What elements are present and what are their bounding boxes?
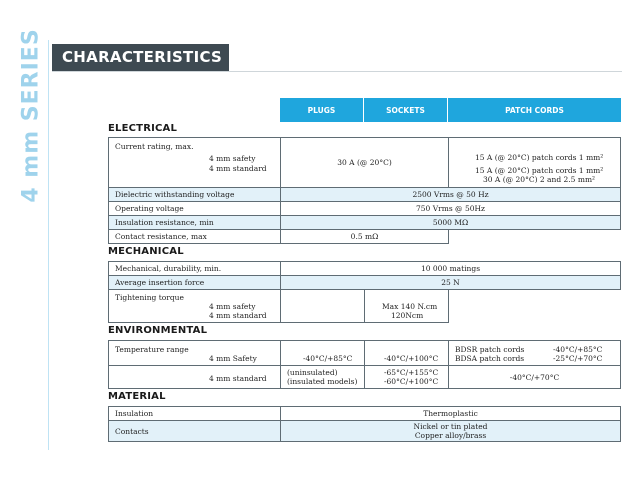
tightening-torque-label-cell: [108, 289, 281, 323]
column-header-sockets: SOCKETS: [364, 98, 448, 122]
insertion-force-label: Average insertion force: [108, 275, 281, 290]
section-mechanical: MECHANICAL: [108, 246, 184, 257]
section-electrical: ELECTRICAL: [108, 123, 178, 134]
insertion-force-value: 25 N: [280, 275, 621, 290]
page-title: CHARACTERISTICS: [52, 44, 229, 71]
bdsr-label: BDSR patch cords: [455, 345, 525, 354]
temp-safety-sockets: -40°C/+100°C: [384, 354, 439, 363]
torque-sockets-cell: [364, 289, 449, 323]
operating-voltage-value: 750 Vrms @ 50Hz: [280, 201, 621, 216]
torque-4mm-safety: 4 mm safety: [209, 302, 256, 311]
material-contacts-label: Contacts: [108, 420, 281, 442]
temp-safety-plugs: -40°C/+85°C: [303, 354, 353, 363]
current-patch-line1: 15 A (@ 20°C) patch cords 1 mm²: [475, 153, 604, 162]
temperature-label-cell: [108, 340, 281, 366]
current-patch-line2: 15 A (@ 20°C) patch cords 1 mm²: [475, 166, 604, 175]
temp-standard-plugs-line2: (insulated models): [287, 377, 358, 386]
section-environmental: ENVIRONMENTAL: [108, 325, 208, 336]
dielectric-label: Dielectric withstanding voltage: [108, 187, 281, 202]
dielectric-value: 2500 Vrms @ 50 Hz: [280, 187, 621, 202]
side-title: [14, 27, 48, 203]
material-contacts-line2: Copper alloy/brass: [414, 431, 487, 440]
side-divider: [48, 40, 49, 450]
temp-standard-sockets-line1: -65°C/+155°C: [384, 368, 439, 377]
torque-sockets-line2: 120Ncm: [391, 311, 424, 320]
durability-label: Mechanical, durability, min.: [108, 261, 281, 276]
insulation-resistance-value: 5000 MΩ: [280, 215, 621, 230]
temp-standard-sockets-cell: [364, 365, 449, 389]
bdsr-value: -40°C/+85°C: [553, 345, 603, 354]
temp-safety-plugs-cell: [280, 340, 365, 366]
contact-resistance-label: Contact resistance, max: [108, 229, 281, 244]
torque-plugs-empty: [280, 289, 365, 323]
contact-resistance-value: 0.5 mΩ: [280, 229, 449, 244]
current-rating-label: Current rating, max.: [115, 142, 194, 151]
current-4mm-standard: 4 mm standard: [209, 164, 267, 173]
temp-standard-label-cell: [108, 365, 281, 389]
insulation-resistance-label: Insulation resistance, min: [108, 215, 281, 230]
current-plugs-sockets-value: 30 A (@ 20°C): [280, 137, 449, 188]
material-insulation-value: Thermoplastic: [280, 406, 621, 421]
temperature-label: Temperature range: [115, 345, 189, 354]
material-insulation-label: Insulation: [108, 406, 281, 421]
column-header-plugs: PLUGS: [280, 98, 364, 122]
temp-safety-sockets-cell: [364, 340, 449, 366]
temp-patch-cords-cell: [448, 340, 621, 366]
temp-4mm-safety: 4 mm Safety: [209, 354, 257, 363]
temp-standard-sockets-line2: -60°C/+100°C: [384, 377, 439, 386]
side-title-text: 4 mm SERIES: [18, 27, 44, 203]
current-4mm-safety: 4 mm safety: [209, 154, 256, 163]
current-rating-label-cell: [108, 137, 281, 188]
operating-voltage-label: Operating voltage: [108, 201, 281, 216]
temp-4mm-standard: 4 mm standard: [209, 374, 267, 383]
tightening-torque-label: Tightening torque: [115, 293, 184, 302]
torque-4mm-standard: 4 mm standard: [209, 311, 267, 320]
material-contacts-line1: Nickel or tin plated: [413, 422, 488, 431]
bdsa-label: BDSA patch cords: [455, 354, 525, 363]
section-material: MATERIAL: [108, 391, 166, 402]
durability-value: 10 000 matings: [280, 261, 621, 276]
header-rule: [52, 71, 622, 72]
temp-standard-plugs-line1: (uninsulated): [287, 368, 338, 377]
material-contacts-cell: [280, 420, 621, 442]
bdsa-value: -25°C/+70°C: [553, 354, 603, 363]
current-patch-line3: 30 A (@ 20°C) 2 and 2.5 mm²: [483, 175, 596, 184]
column-header-patch-cords: PATCH CORDS: [448, 98, 621, 122]
temp-standard-patch-cords: -40°C/+70°C: [448, 365, 621, 389]
torque-sockets-line1: Max 140 N.cm: [382, 302, 438, 311]
temp-standard-plugs-cell: [280, 365, 365, 389]
current-patch-cords-cell: [448, 137, 621, 188]
